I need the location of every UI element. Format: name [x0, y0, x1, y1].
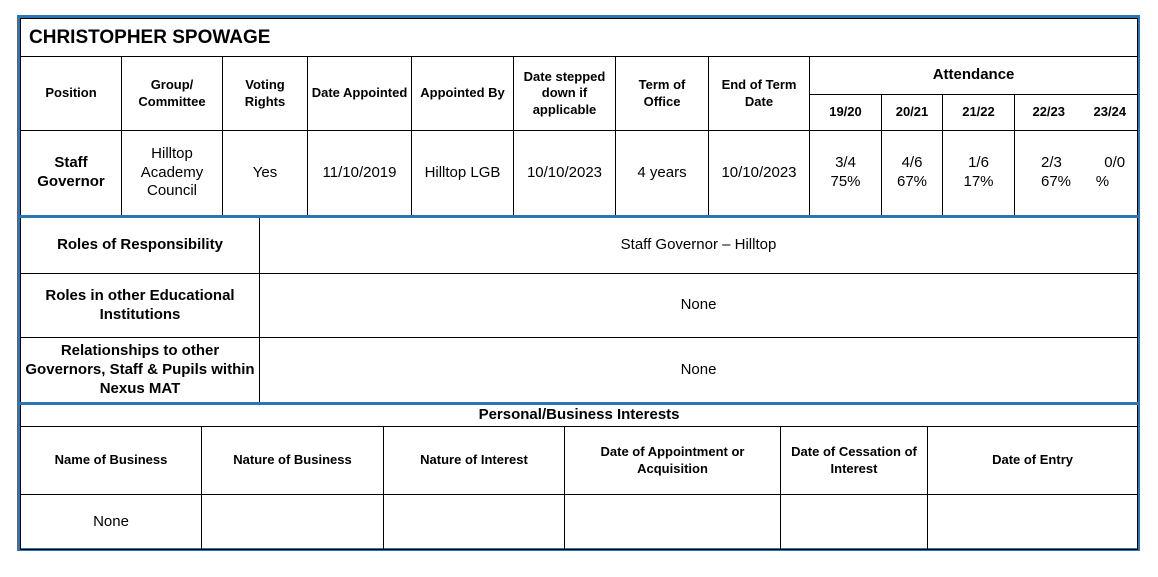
attendance-percent: % [1095, 173, 1110, 190]
record-voting: Yes [223, 131, 308, 216]
header-term: Term of Office [616, 57, 709, 131]
table-row [21, 495, 1138, 550]
header-voting: Voting Rights [223, 57, 308, 131]
attendance-percent: 67% [896, 173, 928, 190]
attendance-cell [1015, 131, 1138, 216]
page-title: CHRISTOPHER SPOWAGE [21, 19, 1138, 57]
interests-table [20, 402, 1138, 550]
roles-value: Staff Governor – Hilltop [260, 217, 1138, 274]
record-stepped-down: 10/10/2023 [514, 131, 616, 216]
record-date-appointed: 11/10/2019 [308, 131, 412, 216]
attendance-percent: 17% [963, 173, 994, 190]
interests-header: Date of Appointment or Acquisition [565, 427, 781, 495]
roles-label: Roles of Responsibility [21, 217, 260, 274]
header-stepped-down: Date stepped down if applicable [514, 57, 616, 131]
attendance-count: 3/4 [835, 154, 856, 172]
interests-cell: None [21, 495, 202, 550]
record-position: Staff Governor [21, 131, 122, 216]
attendance-year: 22/23 [1015, 95, 1083, 131]
attendance-percent: 67% [1041, 173, 1072, 190]
roles-label: Relationships to other Governors, Staff & Pupils within Nexus MAT [21, 338, 260, 404]
header-attendance: Attendance [810, 57, 1138, 95]
record-term: 4 years [616, 131, 709, 216]
header-date-appointed: Date Appointed [308, 57, 412, 131]
attendance-year: 23/24 [1083, 95, 1138, 131]
attendance-cell [943, 131, 1015, 216]
interests-cell [202, 495, 384, 550]
attendance-year: 19/20 [810, 95, 882, 131]
attendance-cell [882, 131, 943, 216]
attendance-cell [810, 131, 882, 216]
roles-value: None [260, 338, 1138, 404]
governor-record-table [20, 18, 1138, 216]
interests-header: Date of Entry [928, 427, 1138, 495]
header-position: Position [21, 57, 122, 131]
record-appointed-by: Hilltop LGB [412, 131, 514, 216]
roles-label: Roles in other Educational Institutions [21, 274, 260, 338]
attendance-count: 2/3 [1041, 154, 1062, 172]
interests-cell [781, 495, 928, 550]
interests-header: Name of Business [21, 427, 202, 495]
attendance-year: 21/22 [943, 95, 1015, 131]
interests-header: Nature of Interest [384, 427, 565, 495]
roles-table [20, 215, 1138, 404]
record-end-of-term: 10/10/2023 [709, 131, 810, 216]
interests-cell [565, 495, 781, 550]
roles-value: None [260, 274, 1138, 338]
interests-cell [384, 495, 565, 550]
interests-header: Nature of Business [202, 427, 384, 495]
header-group: Group/ Committee [122, 57, 223, 131]
header-end-of-term: End of Term Date [709, 57, 810, 131]
attendance-count: 1/6 [968, 154, 989, 172]
attendance-count: 4/6 [901, 154, 923, 172]
attendance-year: 20/21 [882, 95, 943, 131]
header-appointed-by: Appointed By [412, 57, 514, 131]
attendance-count: 0/0 [1104, 154, 1126, 172]
interests-cell [928, 495, 1138, 550]
interests-header: Date of Cessation of Interest [781, 427, 928, 495]
interests-title: Personal/Business Interests [21, 404, 1138, 427]
attendance-percent: 75% [830, 173, 861, 190]
record-group: Hilltop Academy Council [122, 131, 223, 216]
